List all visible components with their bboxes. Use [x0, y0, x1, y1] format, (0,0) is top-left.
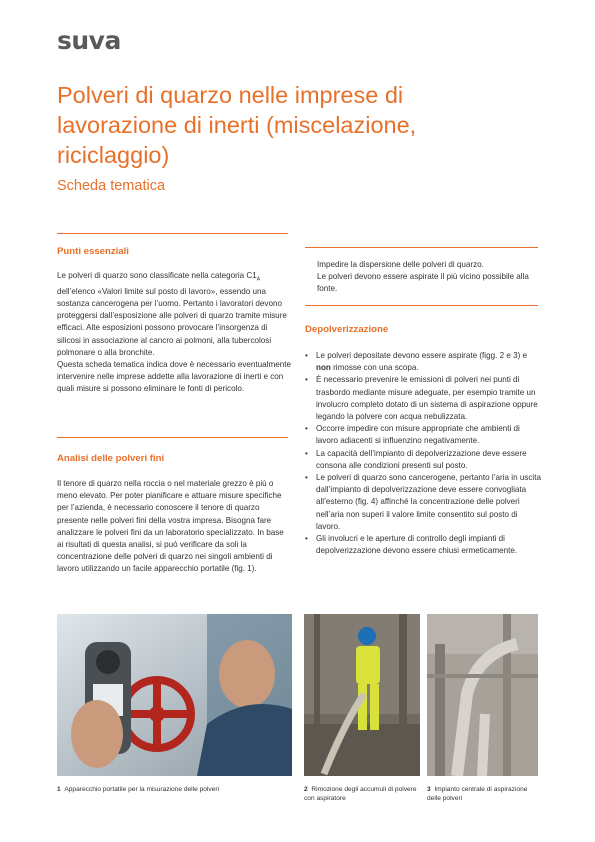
- list-item: • La capacità dell’impianto di depolverizzazione deve essere consona alle condizioni presenti sul posto.: [305, 448, 541, 472]
- caption-figure-3: 3 Impianto centrale di aspirazione delle polveri: [427, 786, 528, 802]
- bullet-list-depolverizzazione: [305, 350, 541, 557]
- heading-analisi-polveri: Analisi delle polveri fini: [57, 453, 165, 464]
- list-item: • È necessario prevenire le emissioni di polveri nei punti di trasbordo mediante misure adeguate, per esempio tramite un involucro completo dotato di un sistema di aspirazione oppure legando la polvere con acqua nebulizzata.: [305, 374, 541, 423]
- list-item: • Occorre impedire con misure appropriate che ambienti di lavoro adiacenti si influenzino negativamente.: [305, 423, 541, 447]
- divider-callout-top: [305, 247, 538, 248]
- photo-dust-meter: [57, 614, 292, 776]
- divider-left-mid: [57, 437, 288, 438]
- caption-figure-2: 2 Rimozione degli accumuli di polvere con aspiratore: [304, 786, 417, 802]
- list-item: • Le polveri di quarzo sono cancerogene, pertanto l’aria in uscita dall’impianto di depolverizzazione deve essere convogliata all’esterno (fig. 4) affinché la concentrazione delle polveri nell’aria non superi il valore limite consentito sul posto di lavoro.: [305, 472, 541, 533]
- heading-punti-essenziali: Punti essenziali: [57, 246, 129, 257]
- suva-logo: suva: [57, 26, 121, 55]
- divider-callout-bottom: [305, 305, 538, 306]
- list-item: • Le polveri depositate devono essere aspirate (figg. 2 e 3) e non rimosse con una scopa.: [305, 350, 541, 374]
- divider-left-top: [57, 233, 288, 234]
- caption-figure-1: 1 Apparecchio portatile per la misurazione delle polveri: [57, 786, 220, 793]
- list-item: • Gli involucri e le aperture di controllo degli impianti di depolverizzazione devono essere chiusi ermeticamente.: [305, 533, 541, 557]
- photo-vacuum-cleaning: [304, 614, 420, 776]
- page-subtitle: Scheda tematica: [57, 178, 166, 194]
- heading-depolverizzazione: Depolverizzazione: [305, 324, 389, 335]
- photo-central-extraction: [427, 614, 538, 776]
- text-punti-essenziali: Le polveri di quarzo sono classificate nella categoria $C1_A$ dell’elenco «Valori limite sul posto di lavoro», essendo una sostanza cancerogena per l’uomo. Pertanto i lavoratori devono proteggersi dall’esposizione alle polveri di quarzo tramite misure efficaci. Alte esposizioni possono provocare l’insorgenza di silicosi in associazione al cancro ai polmoni, alla tubercolosi polmonare o alla bronchite. Questa scheda tematica indica dove è necessario eventualmente intervenire nelle imprese addette alla lavorazione di inerti e con quali misure si possono eliminare le fonti di pericolo.: [57, 271, 291, 394]
- page-title: Polveri di quarzo nelle imprese di lavorazione di inerti (miscelazione, riciclaggio): [57, 82, 417, 168]
- text-analisi-polveri: Il tenore di quarzo nella roccia o nel materiale grezzo è più o meno elevato. Per poter pianificare e attuare misure specifiche per l’azienda, è necessario conoscere il tenore di quarzo presente nelle polveri fini della vostra impresa. Bisogna fare analizzare le polveri fini da un laboratorio specializzato. In base ai risultati di questa analisi, si può verificare da soli la concentrazione delle polveri di quarzo nei singoli ambienti di lavoro utilizzando un facile apparecchio portatile (fig. 1).: [57, 479, 284, 574]
- callout-box: Impedire la dispersione delle polveri di quarzo. Le polveri devono essere aspirate il più vicino possibile alla fonte.: [317, 260, 529, 294]
